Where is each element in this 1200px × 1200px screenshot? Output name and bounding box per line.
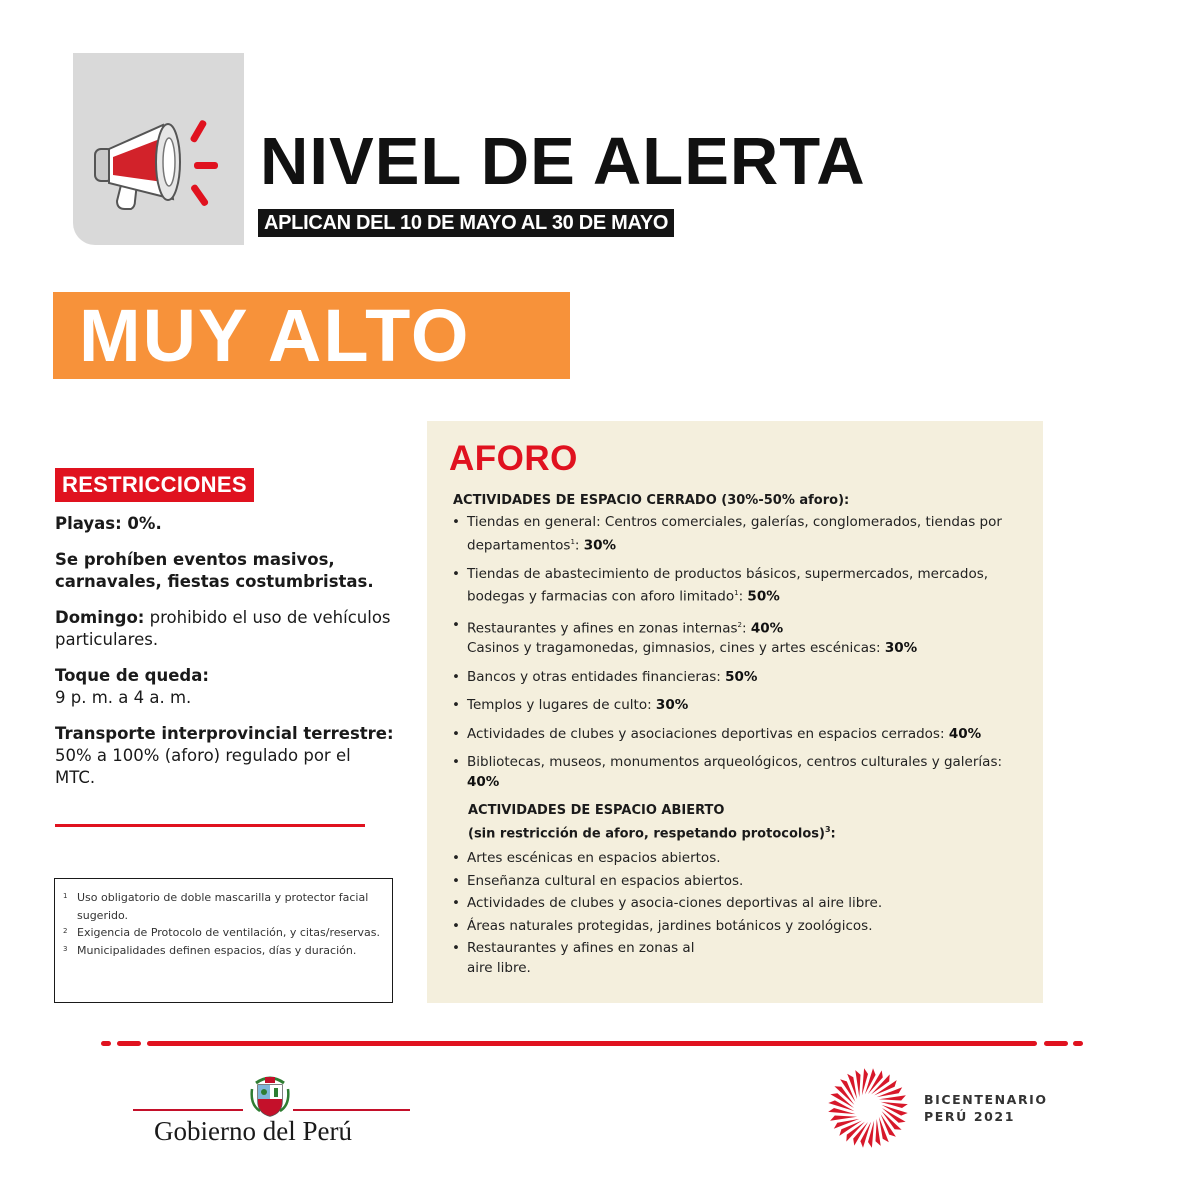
list-item: • Bancos y otras entidades financieras: 50%	[452, 668, 1032, 688]
footer-divider	[117, 1041, 141, 1046]
restricciones-list	[55, 513, 395, 803]
coat-of-arms-icon	[250, 1075, 290, 1117]
emblem-ray	[862, 1068, 868, 1095]
open-spaces-list	[452, 849, 1032, 981]
gobierno-del-peru-logo	[133, 1075, 410, 1145]
emblem-ray	[879, 1095, 906, 1100]
restricciones-heading: RESTRICCIONES	[55, 468, 254, 502]
footer-divider	[1044, 1041, 1068, 1046]
alert-level-label: MUY ALTO	[79, 294, 471, 377]
restriction-item: Toque de queda: 9 p. m. a 4 a. m.	[55, 666, 209, 707]
list-item: • Tiendas en general: Centros comerciales, galerías, conglomerados, tiendas por departamentos$^1$: 30%	[452, 513, 1032, 556]
footnotes-box	[54, 878, 393, 1003]
list-item: • Bibliotecas, museos, monumentos arqueológicos, centros culturales y galerías: 40%	[452, 753, 1032, 792]
aforo-title: AFORO	[449, 439, 578, 478]
emblem-ray	[855, 1070, 860, 1097]
footnote: 1 Uso obligatorio de doble mascarilla y protector facial sugerido.	[63, 891, 369, 922]
logo-rule	[133, 1109, 243, 1111]
emblem-ray	[828, 1108, 855, 1114]
list-item: • Templos y lugares de culto: 30%	[452, 696, 1032, 716]
list-item: • Restaurantes y afines en zonas al aire libre.	[452, 939, 702, 978]
restriction-item: Domingo: prohibido el uso de vehículos particulares.	[55, 608, 391, 649]
alert-level-banner	[53, 292, 570, 379]
restriction-item: Playas: 0%.	[55, 514, 162, 533]
page-title: NIVEL DE ALERTA	[260, 124, 866, 199]
date-range-bar: APLICAN DEL 10 DE MAYO AL 30 DE MAYO	[258, 209, 674, 237]
list-item: • Enseñanza cultural en espacios abiertos.	[452, 872, 1032, 892]
bicentenario-text: BICENTENARIO PERÚ 2021	[924, 1092, 1048, 1124]
megaphone-tile	[73, 53, 244, 245]
aforo-panel	[427, 421, 1043, 1003]
list-item: • Actividades de clubes y asocia-ciones deportivas al aire libre.	[452, 894, 1032, 914]
emblem-ray	[868, 1121, 874, 1148]
restriction-item: Transporte interprovincial terrestre: 50% a 100% (aforo) regulado por el MTC.	[55, 724, 394, 787]
emblem-ray	[830, 1116, 857, 1121]
list-item: • Artes escénicas en espacios abiertos.	[452, 849, 1032, 869]
footer-divider	[147, 1041, 1037, 1046]
emblem-ray	[876, 1119, 881, 1146]
bicentenario-logo	[823, 1063, 1063, 1153]
gobierno-del-peru-text: Gobierno del Perú	[154, 1116, 352, 1146]
open-spaces-heading: ACTIVIDADES DE ESPACIO ABIERTO (sin restricción de aforo, respetando protocolos)$^3$:	[468, 803, 836, 842]
emblem-ray	[881, 1102, 908, 1108]
restriction-item: Se prohíben eventos masivos, carnavales, fiestas costumbristas.	[55, 550, 374, 591]
megaphone-icon	[91, 109, 231, 219]
list-item: • Actividades de clubes y asociaciones deportivas en espacios cerrados: 40%	[452, 725, 1032, 745]
list-item: • Tiendas de abastecimiento de productos básicos, supermercados, mercados, bodegas y farmacias con aforo limitado$^1$: 50%	[452, 565, 1032, 608]
closed-spaces-heading: ACTIVIDADES DE ESPACIO CERRADO (30%-50% aforo):	[453, 493, 850, 508]
footer-divider	[1073, 1041, 1083, 1046]
list-item: • Áreas naturales protegidas, jardines botánicos y zoológicos.	[452, 917, 1032, 937]
footnote: 2 Exigencia de Protocolo de ventilación, y citas/reservas.	[63, 926, 380, 939]
logo-rule	[293, 1109, 410, 1111]
footnote: 3 Municipalidades definen espacios, días y duración.	[63, 943, 357, 957]
closed-spaces-list	[452, 513, 1032, 801]
footer-divider	[101, 1041, 111, 1046]
restricciones-divider	[55, 824, 365, 827]
list-item: • Restaurantes y afines en zonas internas$^2$: 40% Casinos y tragamonedas, gimnasios, cines y artes escénicas: 30%	[452, 616, 1032, 659]
bicentenario-emblem-icon	[823, 1063, 913, 1153]
